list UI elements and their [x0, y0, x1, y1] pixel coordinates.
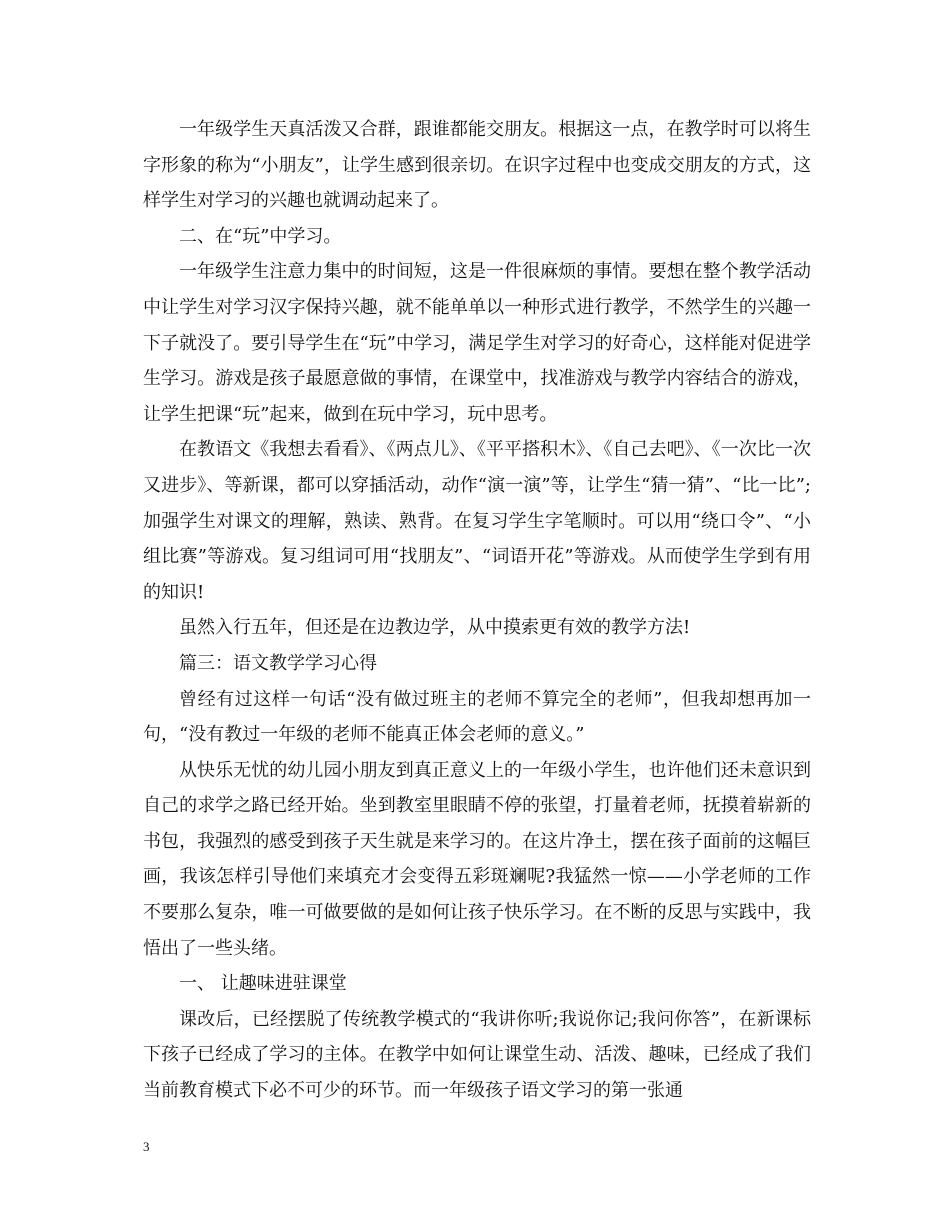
heading-part-three: 篇三：语文教学学习心得 — [179, 652, 377, 674]
document-body — [143, 112, 811, 1109]
paragraph-curriculum-reform: 课改后，已经摆脱了传统教学模式的“我讲你听;我说你记;我问你答”，在新课标下孩子已经成了学习的主体。在教学中如何让课堂生动、活泼、趣味，已经成了我们当前教育模式下必不可少的环节。而一年级孩子语文学习的第一张通 — [143, 1008, 811, 1102]
page-number: 3 — [143, 1139, 150, 1154]
heading-fun-in-class: 一、 让趣味进驻课堂 — [179, 973, 347, 995]
paragraph-five-years: 虽然入行五年，但还是在边教边学，从中摸索更有效的教学方法! — [179, 617, 691, 639]
paragraph-kindergarten-to-first-grade: 从快乐无忧的幼儿园小朋友到真正意义上的一年级小学生，也许他们还未意识到自己的求学之路已经开始。坐到教室里眼睛不停的张望，打量着老师，抚摸着崭新的书包，我强烈的感受到孩子天生就是来学习的。在这片净土，摆在孩子面前的这幅巨画，我该怎样引导他们来填充才会变得五彩斑斓呢?我猛然一惊——小学老师的工作不要那么复杂，唯一可做要做的是如何让孩子快乐学习。在不断的反思与实践中，我悟出了一些头绪。 — [143, 759, 811, 959]
paragraph-lesson-activities: 在教语文《我想去看看》、《两点儿》、《平平搭积木》、《自己去吧》、《一次比一次又进步》、等新课，都可以穿插活动，动作“演一演”等，让学生“猜一猜”、“比一比”;加强学生对课文的理解，熟读、熟背。在复习学生字笔顺时。可以用“绕口令”、“小组比赛”等游戏。复习组词可用“找朋友”、“词语开花”等游戏。从而使学生学到有用的知识! — [143, 439, 811, 603]
paragraph-make-friends: 一年级学生天真活泼又合群，跟谁都能交朋友。根据这一点，在教学时可以将生字形象的称为“小朋友”，让学生感到很亲切。在识字过程中也变成交朋友的方式，这样学生对学习的兴趣也就调动起来了。 — [143, 119, 811, 212]
paragraph-quote: 曾经有过这样一句话“没有做过班主的老师不算完全的老师”，但我却想再加一句，“没有教过一年级的老师不能真正体会老师的意义。” — [143, 688, 811, 746]
paragraph-attention-span: 一年级学生注意力集中的时间短，这是一件很麻烦的事情。要想在整个教学活动中让学生对学习汉字保持兴趣，就不能单单以一种形式进行教学，不然学生的兴趣一下子就没了。要引导学生在“玩”中学习，满足学生对学习的好奇心，这样能对促进学生学习。游戏是孩子最愿意做的事情，在课堂中，找准游戏与教学内容结合的游戏，让学生把课“玩”起来，做到在玩中学习，玩中思考。 — [143, 261, 811, 425]
heading-learn-through-play: 二、在“玩”中学习。 — [179, 225, 342, 247]
